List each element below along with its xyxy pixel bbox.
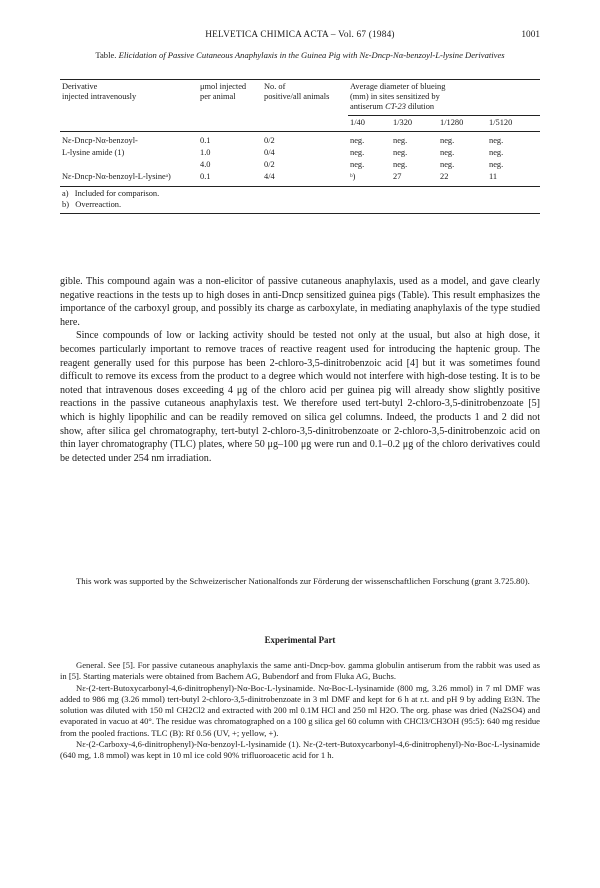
table-cell-value: neg. [350, 160, 365, 169]
col-header-dose: μmol injected [200, 82, 247, 91]
running-header [60, 30, 540, 42]
table-cell-value: neg. [350, 136, 365, 145]
table-cell-dose: 4.0 [200, 160, 211, 169]
table-cell-value: 22 [440, 172, 449, 181]
acknowledgement [60, 576, 540, 587]
table-cell-value: neg. [489, 160, 504, 169]
col-header-diameter-sub: (mm) in sites sensitized by [350, 92, 440, 101]
experimental-paragraph: General. See [5]. For passive cutaneous anaphylaxis the same anti-Dncp-bov. gamma globulin antiserum from the rabbit was used as in [5]. Starting materials were obtained from Bachem AG, Bubendorf and from Fluka AG, Buchs. [60, 660, 540, 682]
table-top-rule [60, 79, 540, 80]
table-cell-derivative: L-lysine amide (1) [62, 148, 125, 157]
journal-page [60, 0, 540, 888]
table-cell-value: 11 [489, 172, 498, 181]
table-cell-value: neg. [393, 148, 408, 157]
experimental-section [60, 660, 540, 762]
experimental-paragraph: Nε-(2-tert-Butoxycarbonyl-4,6-dinitrophenyl)-Nα-Boc-L-lysinamide. Nα-Boc-L-lysinamide (800 mg, 3.26 mmol) in 7 ml DMF was added to 986 mg (3.26 mmol) tert-butyl 2-chloro-3,5-dinitrobenzoate in 3 ml DMF and kept for 6 h at r.t. and pH 9 by adding Et3N. The solution was diluted with 150 ml CH2Cl2 and extracted with 200 ml 0.1M HCl and 250 ml H2O. The org. phase was dried (Na2SO4) and evaporated in vacuo at 40°. The residue was chromatographed on a 100 g silica gel 60 column with CHCl3/CH3OH (95:5): 640 mg residue from the pooled fractions. TLC (B): Rf 0.56 (UV, +; yellow, +). [60, 682, 540, 738]
footnote-mark: b) [62, 200, 69, 209]
table-cell-value: neg. [393, 160, 408, 169]
col-header-dose-sub: per animal [200, 92, 236, 101]
table-header-rule [60, 131, 540, 132]
table-cell-value: neg. [440, 160, 455, 169]
table-cell-derivative: Nε-Dncp-Nα-benzoyl-L-lysineᵃ) [62, 172, 171, 181]
table-cell-ratio: 4/4 [264, 172, 275, 181]
experimental-paragraph: Nε-(2-Carboxy-4,6-dinitrophenyl)-Nα-benzoyl-L-lysinamide (1). Nε-(2-tert-Butoxycarbonyl-4,6-dinitrophenyl)-Nα-Boc-L-lysinamide (640 mg, 1.8 mmol) was kept in 10 ml ice cold 90% trifluoroacetic acid for 1 h. [60, 739, 540, 761]
col-header-derivative-sub: injected intravenously [62, 92, 137, 101]
body-paragraph: Since compounds of low or lacking activity should be tested not only at the usual, but also at high dose, it becomes particularly important to remove traces of reactive reagent used for introducing the haptenic group. The reagent generally used for this purpose has been 2-chloro-3,5-dinitrobenzoic acid [4] but it was sometimes found difficult to remove its excess from the product to a degree which would not interfere with high-dose testing. It is to be noted that intravenous doses exceeding 4 μg of the chloro acid per guinea pig will already show slightly positive reactions in the passive cutaneous anaphylaxis test. We therefore used tert-butyl 2-chloro-3,5-dinitrobenzoate [5] which is highly lipophilic and can be readily removed on silica gel columns. Indeed, the products 1 and 2 did not show, after silica gel chromatography, tert-butyl 2-chloro-3,5-dinitrobenzoate or 2-chloro-3,5-dinitrobenzoic acid on thin layer chromatography (TLC) plates, where 50 μg–100 μg were run and 0.1–0.2 μg of the chloro derivatives could be detected under 254 nm irradiation. [60, 330, 540, 464]
acknowledgement-text: This work was supported by the Schweizerischer Nationalfonds zur Förderung der wissenschaftlichen Forschung (grant 3.725.80). [76, 576, 530, 586]
table-cell-value: neg. [393, 136, 408, 145]
dilution-header: 1/40 [350, 118, 365, 127]
table-cell-ratio: 0/2 [264, 136, 275, 145]
col-header-ratio: No. of [264, 82, 286, 91]
caption-label: Table. [95, 50, 117, 60]
table-cell-value: neg. [489, 136, 504, 145]
footnote-text: Overreaction. [75, 200, 122, 209]
footnote-mark: a) [62, 189, 69, 198]
main-text [60, 275, 540, 465]
table-cell-ratio: 0/2 [264, 160, 275, 169]
section-heading: Experimental Part [264, 635, 336, 645]
col-header-diameter: Average diameter of blueing [350, 82, 446, 91]
col-header-diameter-sub2: antiserum CT-23 dilution [350, 102, 435, 111]
table-cell-value: ᵇ) [350, 172, 356, 181]
table-cell-value: neg. [489, 148, 504, 157]
table-footnote [62, 200, 121, 210]
body-paragraph: gible. This compound again was a non-elicitor of passive cutaneous anaphylaxis, used as a model, and gave clearly negative reactions in the tests up to high doses in anti-Dncp sensitized guinea pigs (Table). This result emphasizes the importance of the carboxyl group, and possibly its charge as carboxylate, in mediating anaphylaxis of the type studied here. [60, 276, 540, 328]
table-footnote [62, 189, 159, 199]
table-caption [60, 50, 540, 61]
journal-title: HELVETICA CHIMICA ACTA – Vol. 67 (1984) [205, 30, 395, 40]
table-cell-derivative: Nε-Dncp-Nα-benzoyl- [62, 136, 138, 145]
table-cell-dose: 1.0 [200, 148, 211, 157]
caption-title: Elicidation of Passive Cutaneous Anaphylaxis in the Guinea Pig with Nε-Dncp-Nα-benzoyl-L-lysine Derivatives [118, 50, 505, 60]
dilution-header: 1/1280 [440, 118, 464, 127]
dilution-rule [348, 115, 540, 116]
table-cell-dose: 0.1 [200, 136, 211, 145]
dilution-header: 1/5120 [489, 118, 513, 127]
page-number: 1001 [521, 30, 540, 40]
table-cell-value: 27 [393, 172, 402, 181]
footnote-text: Included for comparison. [74, 189, 160, 198]
table-cell-dose: 0.1 [200, 172, 211, 181]
col-header-ratio-sub: positive/all animals [264, 92, 330, 101]
table-end-rule [60, 213, 540, 214]
dilution-header: 1/320 [393, 118, 413, 127]
table-cell-value: neg. [440, 148, 455, 157]
table-cell-value: neg. [440, 136, 455, 145]
table-bottom-rule [60, 186, 540, 187]
table-cell-ratio: 0/4 [264, 148, 275, 157]
table-cell-value: neg. [350, 148, 365, 157]
col-header-derivative: Derivative [62, 82, 98, 91]
